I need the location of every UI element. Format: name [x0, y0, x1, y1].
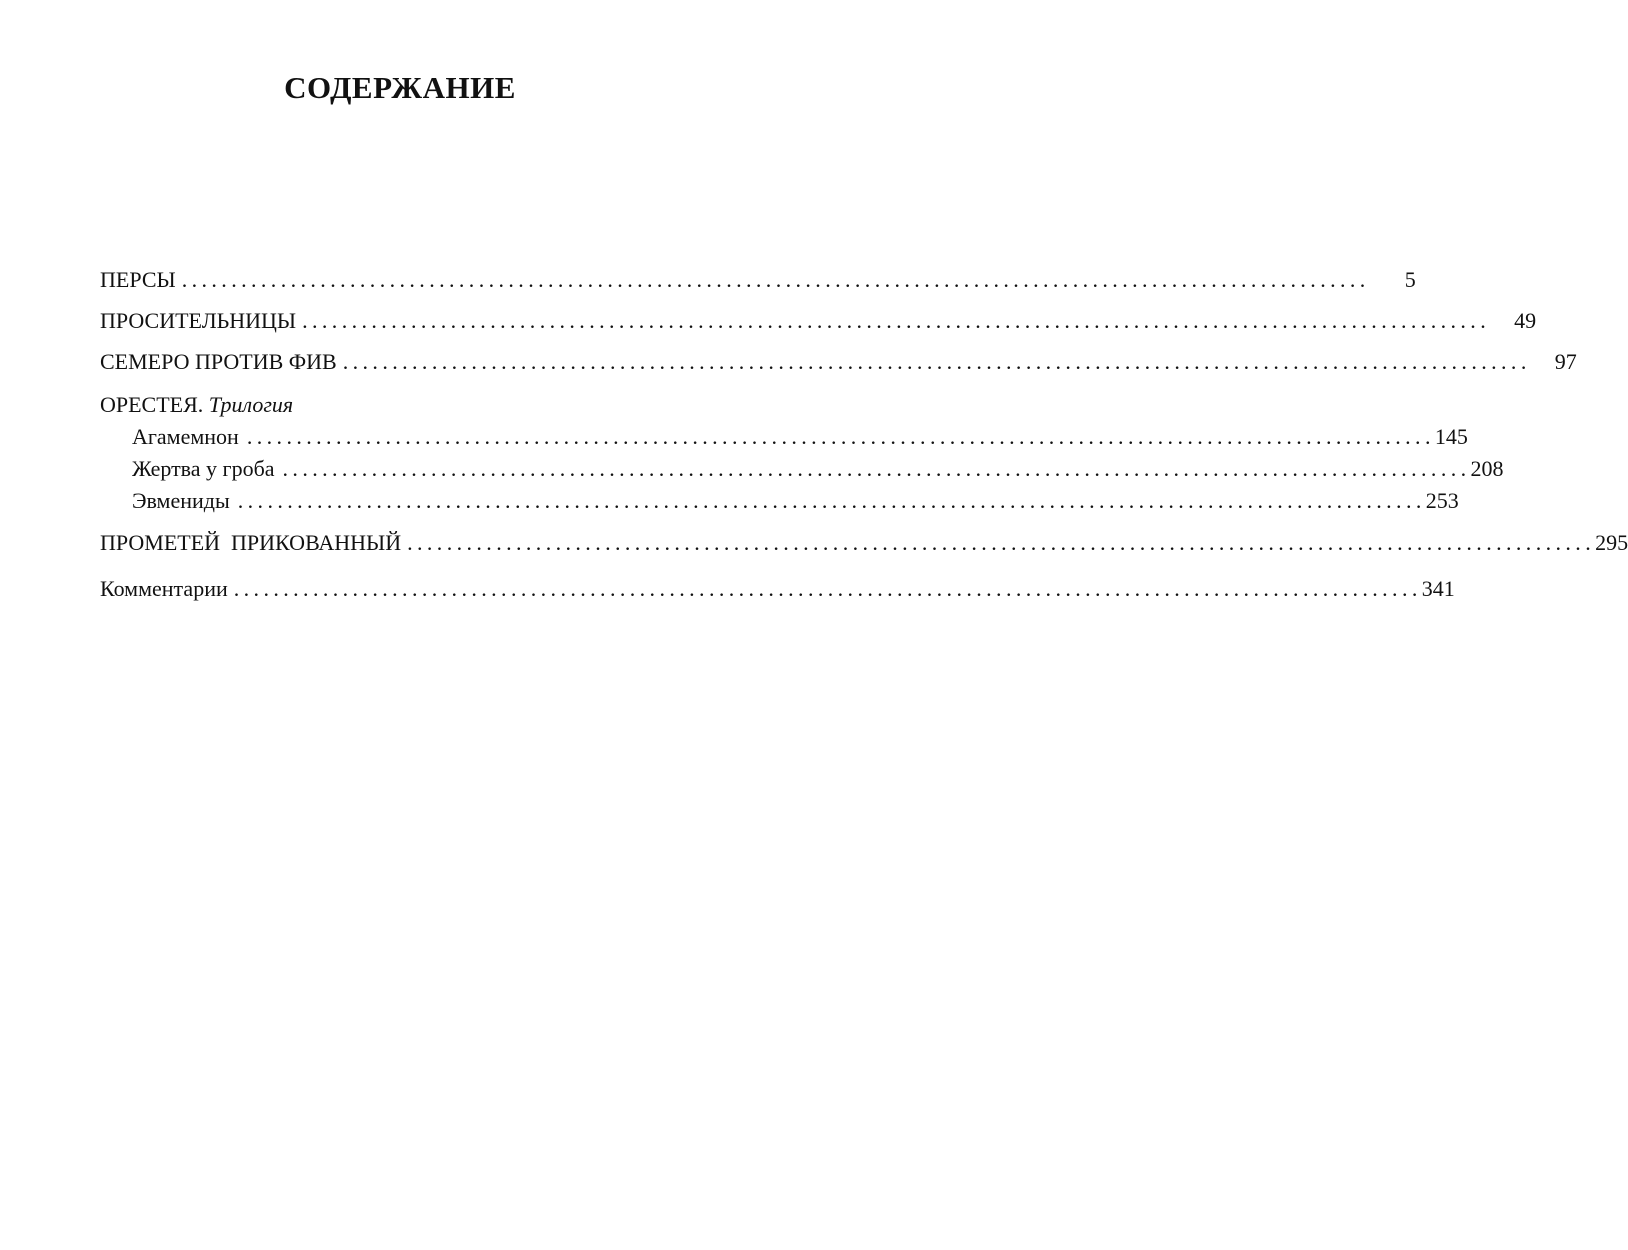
toc-subentry-libation-bearers[interactable]	[100, 455, 1504, 483]
dot-leader: ........................................................................................................................	[282, 456, 1471, 481]
toc-entry-persians[interactable]	[100, 266, 1416, 294]
dot-leader: ........................................................................................................................	[233, 576, 1422, 601]
toc-entry-label	[100, 391, 299, 419]
table-of-contents	[100, 266, 1628, 603]
toc-subentry-eumenides[interactable]	[100, 487, 1459, 515]
dot-leader: ........................................................................................................................	[237, 488, 1426, 513]
toc-entry-page: 341	[1421, 576, 1455, 601]
page-title: СОДЕРЖАНИЕ	[284, 70, 516, 105]
toc-subentry-agamemnon[interactable]	[100, 423, 1468, 451]
toc-entry-label: ПРОСИТЕЛЬНИЦЫ	[100, 308, 297, 333]
toc-entry-subtitle: Трилогия	[208, 392, 294, 417]
toc-entry-label: СЕМЕРО ПРОТИВ ФИВ	[100, 349, 337, 374]
toc-entry-page: 295	[1595, 530, 1628, 555]
toc-entry-label: Агамемнон	[132, 424, 239, 449]
toc-entry-label: Комментарии	[100, 576, 228, 601]
dot-leader: ........................................................................................................................	[181, 267, 1370, 292]
dot-leader: ........................................................................................................................	[407, 530, 1596, 555]
toc-entry-label: Жертва у гроба	[132, 456, 275, 481]
toc-entry-page: 49	[1514, 308, 1537, 333]
dot-leader: ........................................................................................................................	[302, 308, 1491, 333]
dot-leader: ........................................................................................................................	[342, 349, 1531, 374]
toc-entry-commentary[interactable]	[100, 575, 1455, 603]
toc-entry-label: Эвмениды	[132, 488, 230, 513]
toc-entry-page: 208	[1470, 456, 1504, 481]
toc-entry-label: ПРОМЕТЕЙ ПРИКОВАННЫЙ	[100, 530, 402, 555]
toc-entry-title: ОРЕСТЕЯ.	[100, 392, 204, 417]
toc-entry-label: ПЕРСЫ	[100, 267, 176, 292]
toc-entry-seven-against-thebes[interactable]	[100, 348, 1577, 376]
toc-entry-suppliants[interactable]	[100, 307, 1537, 335]
toc-entry-page: 145	[1434, 424, 1468, 449]
toc-entry-oresteia	[100, 391, 704, 419]
toc-entry-page: 253	[1425, 488, 1459, 513]
dot-leader: ........................................................................................................................	[246, 424, 1435, 449]
toc-entry-prometheus-bound[interactable]	[100, 529, 1628, 557]
toc-entry-page: 5	[1404, 267, 1416, 292]
toc-entry-page: 97	[1554, 349, 1577, 374]
